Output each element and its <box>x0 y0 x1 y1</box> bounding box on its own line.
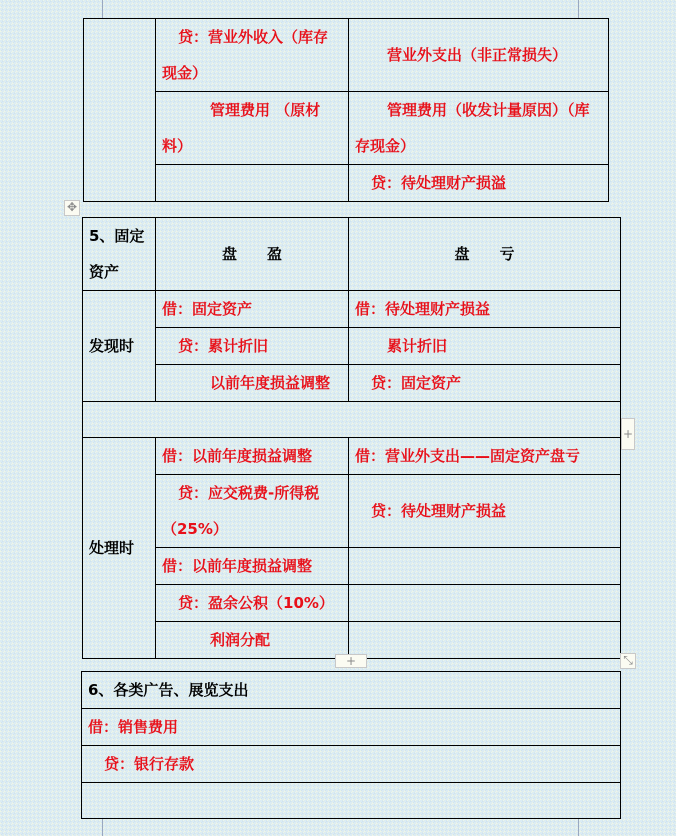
advertising-credit[interactable]: 贷：银行存款 <box>82 746 621 783</box>
processing-surplus-debit-2[interactable]: 借：以前年度损益调整 <box>156 548 349 585</box>
discovery-loss-credit[interactable]: 贷：固定资产 <box>349 365 621 402</box>
cell-admin-expense-measure[interactable]: 管理费用（收发计量原因）（库存现金） <box>349 92 609 165</box>
fixed-assets-table <box>82 217 621 659</box>
processing-label[interactable]: 处理时 <box>83 438 156 659</box>
processing-surplus-reserve[interactable]: 贷：盈余公积（10%） <box>156 585 349 622</box>
table-move-handle-icon[interactable]: ✥ <box>64 200 80 216</box>
margin-mark-bottom-left-v <box>102 818 103 836</box>
processing-surplus-credit-tax[interactable]: 贷：应交税费-所得税（25%） <box>156 475 349 548</box>
discovery-surplus-credit[interactable]: 贷：累计折旧 <box>156 328 349 365</box>
inventory-table-continuation <box>83 18 609 202</box>
processing-loss-credit[interactable]: 贷：待处理财产损益 <box>349 475 621 548</box>
advertising-title[interactable]: 6、各类广告、展览支出 <box>82 672 621 709</box>
empty-cell[interactable] <box>349 548 621 585</box>
margin-mark-bottom-right-v <box>578 818 579 836</box>
margin-mark-top-left <box>102 0 103 18</box>
processing-surplus-profit-dist[interactable]: 利润分配 <box>156 622 349 659</box>
header-surplus[interactable]: 盘 盈 <box>156 218 349 291</box>
fixed-assets-title[interactable]: 5、固定资产 <box>83 218 156 291</box>
cell-admin-expense-materials[interactable]: 管理费用 （原材料） <box>156 92 349 165</box>
empty-cell[interactable] <box>82 783 621 819</box>
discovery-label[interactable]: 发现时 <box>83 291 156 402</box>
advertising-debit[interactable]: 借：销售费用 <box>82 709 621 746</box>
discovery-loss-accum-dep[interactable]: 累计折旧 <box>349 328 621 365</box>
add-row-icon[interactable]: + <box>335 654 367 668</box>
processing-surplus-debit-1[interactable]: 借：以前年度损益调整 <box>156 438 349 475</box>
cell-credit-pending-loss[interactable]: 贷：待处理财产损溢 <box>349 165 609 202</box>
header-loss[interactable]: 盘 亏 <box>349 218 621 291</box>
empty-cell[interactable] <box>349 585 621 622</box>
processing-loss-debit[interactable]: 借：营业外支出——固定资产盘亏 <box>349 438 621 475</box>
resize-table-icon[interactable]: ⤡ <box>620 653 636 669</box>
cell-credit-nonop-income[interactable]: 贷：营业外收入（库存现金） <box>156 19 349 92</box>
discovery-surplus-prior-adj[interactable]: 以前年度损益调整 <box>156 365 349 402</box>
spacer-row[interactable] <box>83 402 621 438</box>
empty-label-cell[interactable] <box>84 19 156 202</box>
empty-cell[interactable] <box>349 622 621 659</box>
margin-mark-top-right <box>578 0 579 18</box>
advertising-table <box>81 671 621 819</box>
add-column-icon[interactable]: + <box>621 418 635 450</box>
discovery-surplus-debit[interactable]: 借：固定资产 <box>156 291 349 328</box>
empty-cell[interactable] <box>156 165 349 202</box>
discovery-loss-debit[interactable]: 借：待处理财产损益 <box>349 291 621 328</box>
cell-nonop-expense[interactable]: 营业外支出（非正常损失） <box>349 19 609 92</box>
